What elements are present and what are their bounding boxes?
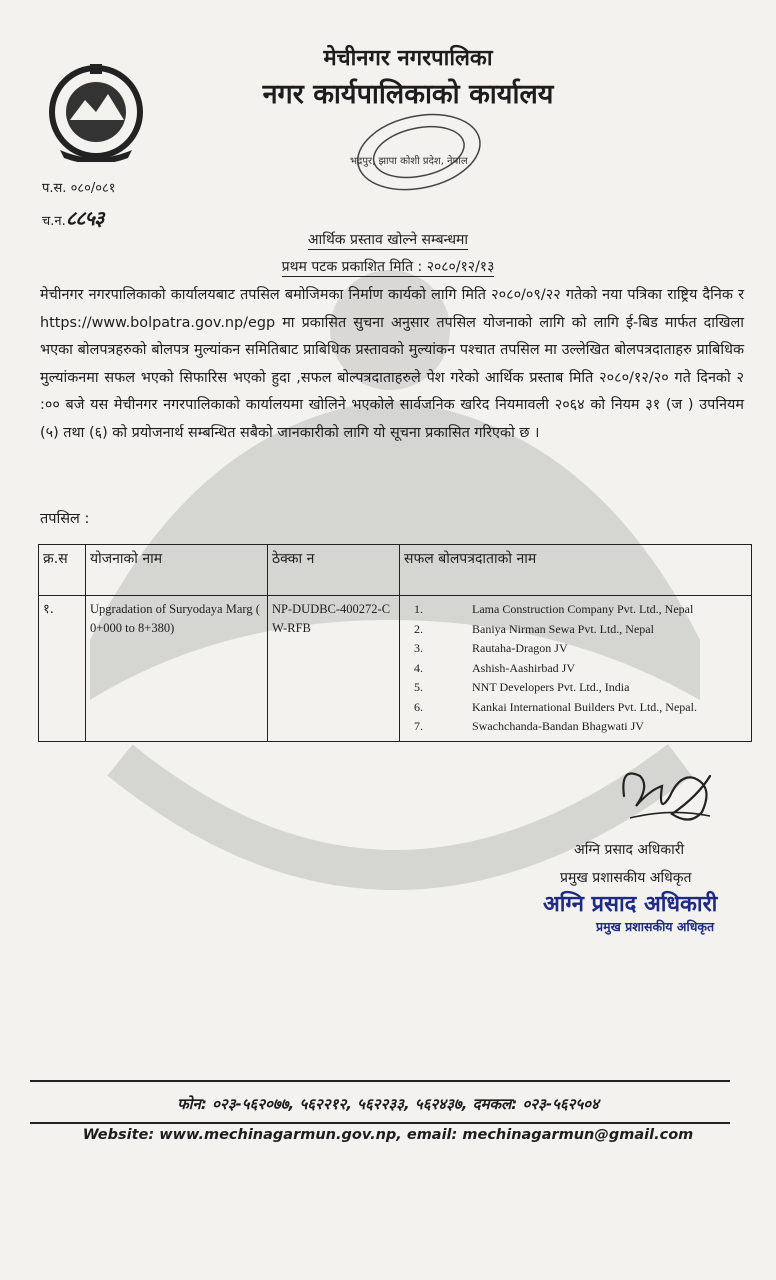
- list-item: 4. Ashish-Aashirbad JV: [414, 660, 575, 675]
- reference-ps: [42, 178, 116, 196]
- table-row: [39, 596, 752, 742]
- list-item: 7. Swachchanda-Bandan Bhagwati JV: [414, 719, 644, 733]
- row-sn: १.: [39, 596, 86, 742]
- row-contract: NP-DUDBC-400272-CW-RFB: [268, 596, 400, 742]
- footer-phone: फोन: ०२३-५६२०७७, ५६२२१२, ५६२२३३, ५६२४३७, दमकल: ०२३-५६२५०४: [177, 1095, 599, 1113]
- signatory-title: प्रमुख प्रशासकीय अधिकृत: [560, 870, 692, 886]
- footer-divider-bottom: [30, 1122, 730, 1124]
- published-date: [0, 257, 776, 276]
- cn-value: ८८५३: [65, 206, 104, 230]
- municipality-name: मेचीनगर नगरपालिका: [323, 46, 493, 71]
- tapsil-label: तपसिल :: [40, 511, 90, 527]
- handwritten-signature: [610, 756, 720, 834]
- subject-text: आर्थिक प्रस्ताव खोल्ने सम्बन्धमा: [307, 232, 469, 248]
- published-text: प्रथम पटक प्रकाशित मिति : २०८०/१२/१३: [281, 259, 495, 275]
- footer-website: Website: www.mechinagarmun.gov.np, email: mechinagarmun@gmail.com: [82, 1127, 694, 1143]
- results-table: [38, 544, 752, 742]
- row-bidders: [400, 596, 752, 742]
- office-stamp: [340, 108, 490, 208]
- stamp-signatory-name: अग्नि प्रसाद अधिकारी: [543, 892, 718, 917]
- reference-cn: [42, 204, 103, 231]
- cn-label: च.न.: [42, 214, 66, 229]
- list-item: 1. Lama Construction Company Pvt. Ltd., Nepal: [414, 602, 694, 616]
- list-item: 6. Kankai International Builders Pvt. Ltd., Nepal.: [414, 699, 697, 714]
- col-project: योजनाको नाम: [86, 545, 268, 596]
- col-contract: ठेक्का न: [268, 545, 400, 596]
- stamp-signatory-title: प्रमुख प्रशासकीय अधिकृत: [596, 919, 715, 934]
- col-sn: क्र.स: [39, 545, 86, 596]
- notice-body: मेचीनगर नगरपालिकाको कार्यालयबाट तपसिल बमोजिमका निर्माण कार्यको लागि मिति २०८०/०९/२२ गतेको नया पत्रिका राष्ट्रिय दैनिक र https://www.bolpatra.gov.np/egp मा प्रकासित सुचना अनुसार तपसिल योजनाको लागि को लागि ई-बिड मार्फत दाखिला भएका बोलपत्रहरुको बोलपत्र मुल्यांकन समितिबाट प्राबिधिक प्रस्तावको मुल्यांकन पश्चात तपसिल मा उल्लेखित बोलपत्रदाताहरु प्राबिधिक मुल्यांकनमा सफल भएको सिफारिस भएको हुदा ,सफल बोल्पत्रदाताहरुले पेश गरेको आर्थिक प्रस्ताब मिति २०८०/१२/२० गते दिनको २ :०० बजे यस मेचीनगर नगरपालिकाको कार्यालयमा खोलिने भएकोले सार्वजनिक खरिद नियमावली २०६४ को नियम ३१ (ज ) उपनियम (५) तथा (६) को प्रयोजनार्थ सम्बन्धित सबैको जानकारीको लागि यो सूचना प्रकासित गरिएको छ ।: [40, 287, 744, 441]
- list-item: 5. NNT Developers Pvt. Ltd., India: [414, 680, 630, 694]
- list-item: 2. Baniya Nirman Sewa Pvt. Ltd., Nepal: [414, 621, 654, 636]
- stamp-text: भद्रपुर, झापा कोशी प्रदेश, नेपाल: [350, 156, 468, 167]
- list-item: 3. Rautaha-Dragon JV: [414, 641, 568, 655]
- ps-value: ०८०/०८१: [70, 181, 116, 196]
- office-name: नगर कार्यपालिकाको कार्यालय: [262, 79, 554, 110]
- signatory-name: अग्नि प्रसाद अधिकारी: [574, 842, 685, 858]
- ps-label: प.स.: [42, 181, 67, 196]
- table-header-row: [39, 545, 752, 596]
- row-project: Upgradation of Suryodaya Marg ( 0+000 to 8+380): [86, 596, 268, 742]
- subject-heading: [0, 230, 776, 249]
- footer-divider-top: [30, 1080, 730, 1082]
- col-bidders: सफल बोलपत्रदाताको नाम: [400, 545, 752, 596]
